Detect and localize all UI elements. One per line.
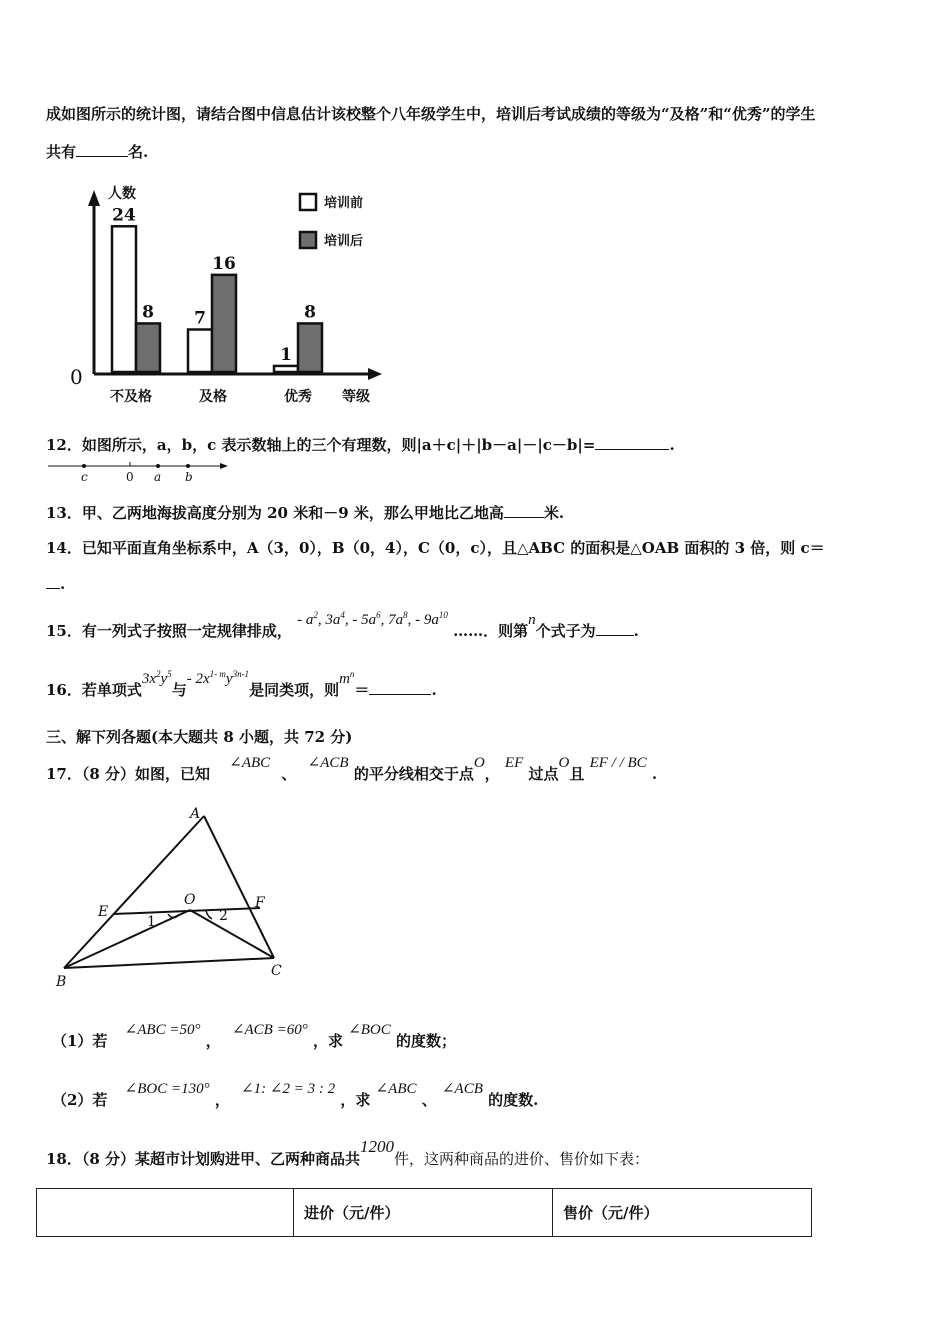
q17-parallel: EF / / BC: [589, 755, 647, 771]
q17-comma: ，: [484, 765, 500, 783]
q15-c: 个式子为: [535, 622, 596, 640]
q15-b: ……．则第: [453, 622, 529, 640]
q15-blank: [596, 622, 634, 636]
bar-value-label: 8: [142, 302, 154, 323]
vertex-b: B: [56, 974, 67, 990]
y-axis-arrow: [88, 190, 100, 206]
p1-angle-boc: ∠BOC: [348, 1022, 391, 1038]
q15-sequence: - $a^2$, $3a^4$, - $5a^6$, $7a^8$, - $9a^{10}$: [297, 610, 448, 628]
vertex-f: F: [255, 895, 265, 911]
q14-line-1: 14．已知平面直角坐标系中，A（3，0），B（0，4），C（0，c），且△ABC 的面积是△OAB 面积的 3 倍，则 c＝: [46, 539, 825, 557]
point-b: [186, 464, 190, 468]
side-bc: [64, 958, 274, 968]
bar-after-0: [136, 323, 160, 372]
q17-b: 的平分线相交于点: [353, 765, 474, 783]
q12-blank: [595, 436, 669, 450]
p2-angle-abc: ∠ABC: [375, 1081, 417, 1097]
q16-d: ＝: [354, 681, 370, 699]
angle-1-label: 1: [147, 914, 156, 930]
q17-segment-ef: EF: [504, 755, 524, 771]
q17-part-1: [52, 1022, 457, 1051]
q16-monomial-2: - $2x^{1- m}y^{3n-1}$: [186, 669, 250, 687]
x-axis-arrow: [368, 368, 382, 380]
q16-a: 16．若单项式: [46, 681, 142, 699]
q17-c: 过点: [528, 765, 559, 783]
q16-power: $m^n$: [339, 669, 355, 687]
q16-end: .: [431, 681, 437, 699]
p1-b: ，求: [312, 1032, 343, 1050]
intro-line-2: [46, 141, 148, 162]
q12-end: .: [669, 436, 675, 454]
p2-a: （2）若: [52, 1091, 108, 1109]
y-axis-label: 人数: [108, 186, 136, 202]
p2-sep-2: 、: [421, 1091, 437, 1109]
number-line-arrow: [220, 463, 228, 469]
legend-swatch-before: [300, 194, 316, 210]
table-header-price: 售价（元/件）: [553, 1189, 812, 1237]
side-ab: [64, 816, 204, 968]
q18-b: 件，这两种商品的进价、售价如下表：: [394, 1150, 650, 1168]
side-ac: [204, 816, 274, 958]
q17-angle-acb: ∠ACB: [307, 755, 349, 771]
q15-a: 15．有一列式子按照一定规律排成，: [46, 622, 292, 640]
table-header-cost: 进价（元/件）: [294, 1189, 553, 1237]
p1-c: 的度数；: [396, 1032, 457, 1050]
p2-angle-boc: ∠BOC =130°: [124, 1081, 210, 1097]
label-b: b: [185, 470, 193, 484]
q13-blank: [504, 504, 544, 518]
q16-blank: [369, 681, 431, 695]
q13-body: 13．甲、乙两地海拔高度分别为 20 米和－9 米，那么甲地比乙地高: [46, 504, 504, 522]
q12-number-line: [46, 458, 236, 486]
legend-label-after: 培训后: [324, 234, 364, 249]
bar-value-label: 1: [280, 344, 292, 365]
table-header-blank: [37, 1189, 294, 1237]
p2-ratio: ∠1: ∠2 = 3 : 2: [241, 1081, 336, 1097]
label-a: a: [154, 470, 162, 484]
vertex-a: A: [190, 806, 201, 822]
label-c: c: [81, 470, 88, 484]
segment-bo: [64, 910, 190, 968]
q17-end: .: [651, 765, 658, 783]
category-label-excellent: 优秀: [284, 389, 312, 405]
bar-value-label: 7: [194, 308, 206, 329]
p1-sep: ，: [205, 1032, 221, 1050]
q15-end: .: [633, 622, 639, 640]
q14-blank: [46, 575, 60, 589]
q14-end: .: [60, 575, 66, 593]
q17-text: [46, 755, 658, 784]
bar-value-label: 8: [304, 302, 316, 323]
q17-point-o: O: [473, 755, 485, 771]
bar-before-2: [274, 366, 298, 372]
category-label-pass: 及格: [199, 389, 227, 405]
grade-bar-chart: [60, 180, 390, 410]
origin-label: 0: [70, 365, 83, 389]
table-row: [37, 1189, 812, 1237]
q18-price-table: [36, 1188, 812, 1237]
bar-value-label: 24: [112, 205, 136, 226]
q17-point-o-2: O: [558, 755, 570, 771]
intro-text-b: 名.: [128, 143, 149, 161]
q16-c: 是同类项，则: [249, 681, 340, 699]
x-axis-label: 等级: [342, 389, 370, 405]
bar-after-2: [298, 323, 322, 372]
q16-text: [46, 669, 437, 700]
bar-before-1: [188, 330, 212, 373]
legend-label-before: 培训前: [324, 196, 364, 211]
q16-monomial-1: $3x^2y^5$: [141, 669, 172, 687]
p1-a: （1）若: [52, 1032, 108, 1050]
bar-before-0: [112, 226, 136, 372]
point-a: [156, 464, 160, 468]
label-zero: 0: [126, 470, 134, 484]
q13-end: 米.: [543, 504, 565, 522]
p2-b: ，求: [340, 1091, 371, 1109]
section-3-title: 三、解下列各题(本大题共 8 小题，共 72 分): [46, 728, 353, 746]
intro-line-1: 成如图所示的统计图，请结合图中信息估计该校整个八年级学生中，培训后考试成绩的等级为“及格”和“优秀”的学生: [46, 105, 816, 123]
p2-sep: ，: [214, 1091, 230, 1109]
angle-2-arc: [206, 911, 212, 919]
legend-swatch-after: [300, 232, 316, 248]
q18-a: 18．（8 分）某超市计划购进甲、乙两种商品共: [46, 1150, 361, 1168]
q16-b: 与: [171, 681, 187, 699]
q17-a: 17．（8 分）如图，已知: [46, 765, 211, 783]
vertex-o: O: [184, 892, 196, 908]
q12-body: 12．如图所示，a，b，c 表示数轴上的三个有理数，则|a＋c|＋|b－a|－|c－b|=: [46, 436, 596, 454]
q18-text: [46, 1137, 650, 1169]
bar-after-1: [212, 275, 236, 372]
point-c: [82, 464, 86, 468]
q17-angle-abc: ∠ABC: [229, 755, 271, 771]
q17-part-2: [52, 1081, 539, 1110]
q17-triangle-figure: [50, 800, 300, 995]
q17-sep: 、: [281, 765, 297, 783]
p2-c: 的度数.: [488, 1091, 539, 1109]
category-label-fail: 不及格: [110, 389, 152, 405]
q13-text: [46, 502, 564, 523]
p1-angle-acb: ∠ACB =60°: [231, 1022, 308, 1038]
angle-2-label: 2: [219, 908, 228, 924]
p2-angle-acb: ∠ACB: [441, 1081, 483, 1097]
vertex-c: C: [271, 963, 282, 979]
q14-line-2: [46, 575, 65, 593]
bar-value-label: 16: [212, 253, 236, 274]
p1-angle-abc: ∠ABC =50°: [124, 1022, 201, 1038]
q12-text: [46, 434, 675, 455]
q17-d: 且: [569, 765, 585, 783]
q15-n: n: [528, 612, 536, 628]
q18-number: 1200: [360, 1137, 395, 1156]
vertex-e: E: [98, 904, 109, 920]
q15-text: [46, 610, 639, 641]
answer-blank: [76, 143, 128, 157]
intro-text-a: 共有: [46, 143, 77, 161]
